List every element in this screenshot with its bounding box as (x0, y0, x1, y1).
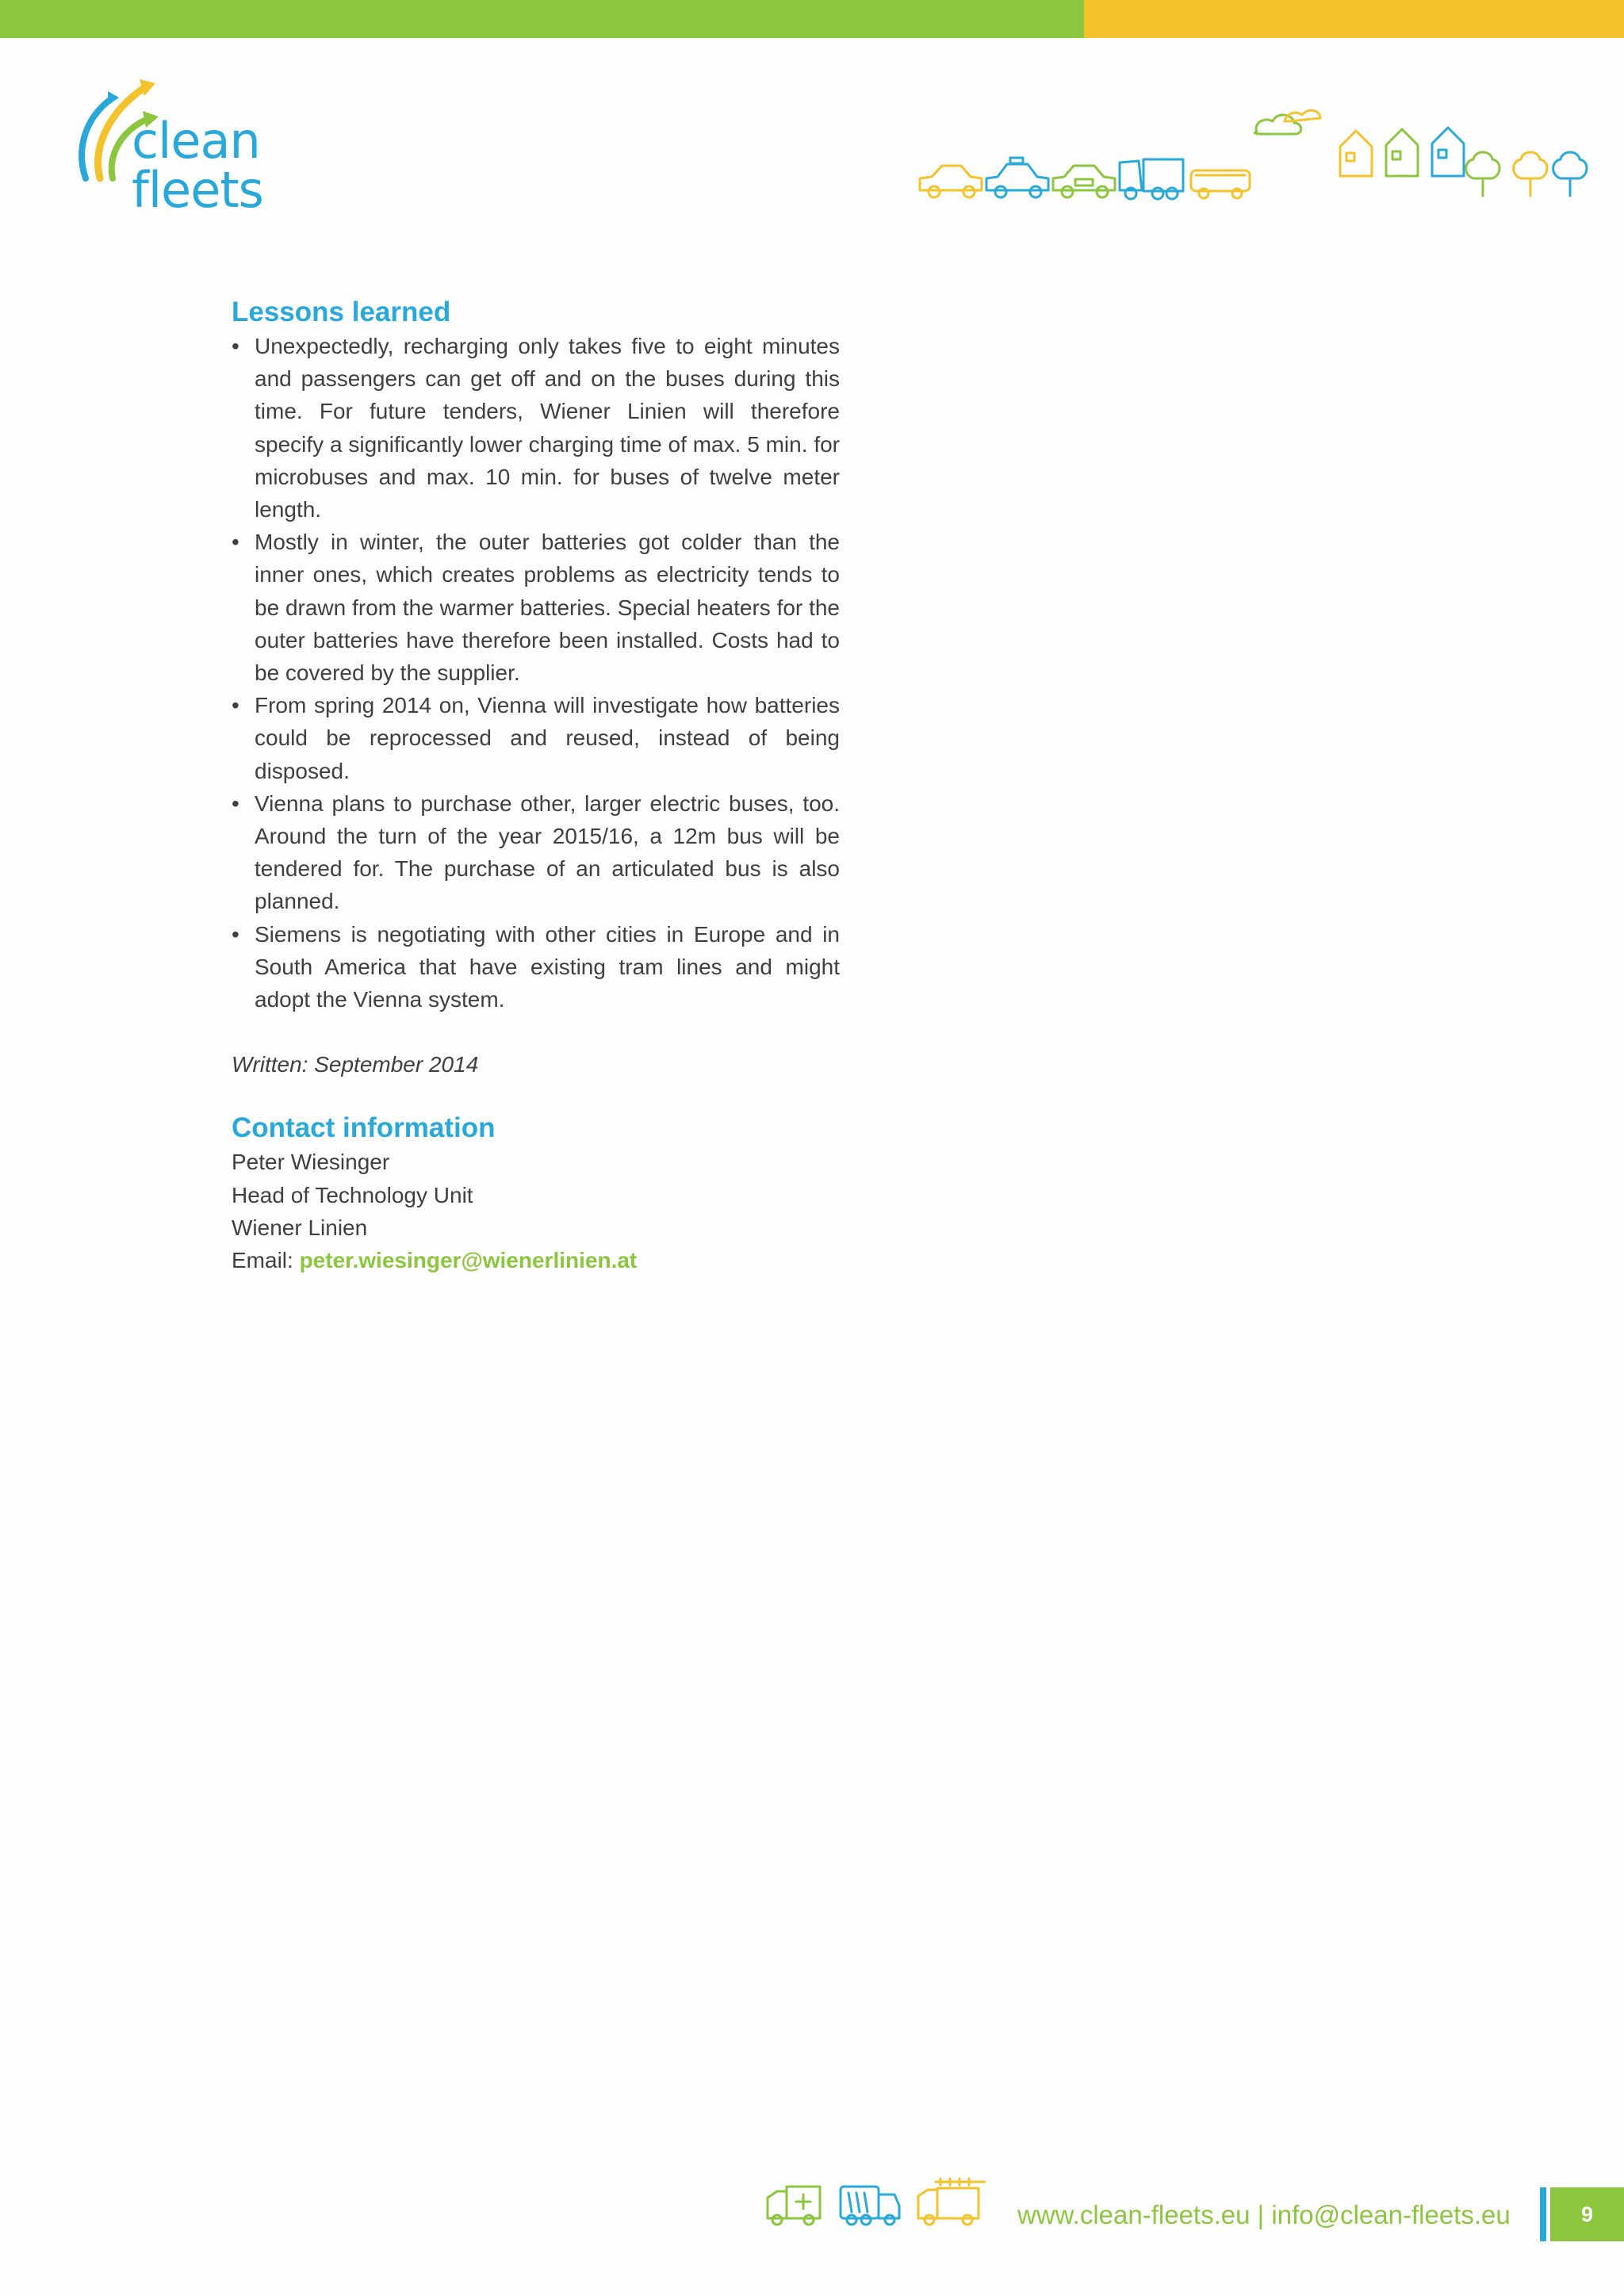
car-icon (1053, 166, 1115, 197)
bus-icon (1191, 170, 1250, 198)
list-item: • Vienna plans to purchase other, larger electric buses, too. Around the turn of the year 2015/16, a 12m bus will be tendered for. The purchase of an articulated bus is also planned. (232, 787, 840, 918)
list-item: • Siemens is negotiating with other cities in Europe and in South America that have existing tram lines and might adopt the Vienna system. (232, 918, 840, 1016)
house-icon (1340, 131, 1372, 176)
truck-icon (1120, 159, 1183, 199)
list-item: • From spring 2014 on, Vienna will investigate how batteries could be reprocessed and reused, instead of being disposed. (232, 689, 840, 787)
taxi-icon (986, 158, 1048, 197)
main-content (232, 295, 840, 1276)
cloud-icon (1254, 115, 1300, 134)
email-label: Email: (232, 1248, 300, 1273)
contact-organisation: Wiener Linien (232, 1215, 368, 1240)
header-illustration (912, 99, 1594, 206)
lessons-learned-heading: Lessons learned (232, 297, 451, 327)
written-date: Written: September 2014 (232, 1052, 479, 1077)
house-icon (1386, 129, 1418, 176)
garbage-truck-icon (841, 2187, 899, 2225)
footer-illustration (763, 2174, 993, 2229)
logo-wordmark: clean fleets (132, 112, 263, 219)
tree-icon (1514, 152, 1547, 196)
list-item: • Unexpectedly, recharging only takes five to eight minutes and passengers can get off and on the buses during this time. For future tenders, Wiener Linien will therefore specify a significantly lower charging time of max. 5 min. for microbuses and max. 10 min. for buses of twelve meter length. (232, 330, 840, 526)
lessons-list (232, 330, 840, 1016)
car-icon (920, 166, 982, 197)
email-link[interactable]: peter.wiesinger@wienerlinien.at (299, 1248, 638, 1273)
contact-heading: Contact information (232, 1112, 496, 1144)
top-bar-green-segment (0, 0, 1084, 38)
house-icon (1432, 128, 1464, 176)
list-item: • Mostly in winter, the outer batteries got colder than the inner ones, which creates problems as electricity tends to be drawn from the warmer batteries. Special heaters for the outer batteries have therefore been installed. Costs had to be covered by the supplier. (232, 526, 840, 689)
page-number: 9 (1550, 2187, 1624, 2241)
tree-icon (1466, 152, 1500, 196)
contact-name: Peter Wiesinger (232, 1150, 390, 1175)
fire-truck-icon (918, 2179, 985, 2225)
ambulance-icon (768, 2187, 820, 2225)
tree-icon (1553, 152, 1587, 196)
contact-role: Head of Technology Unit (232, 1182, 473, 1207)
contact-email-line (232, 1244, 840, 1276)
clean-fleets-logo (62, 75, 379, 219)
top-bar-yellow-segment (1084, 0, 1624, 38)
top-color-bar (0, 0, 1624, 38)
footer-links[interactable]: www.clean-fleets.eu | info@clean-fleets.eu (1017, 2200, 1511, 2229)
footer-accent-bar (1540, 2187, 1546, 2241)
